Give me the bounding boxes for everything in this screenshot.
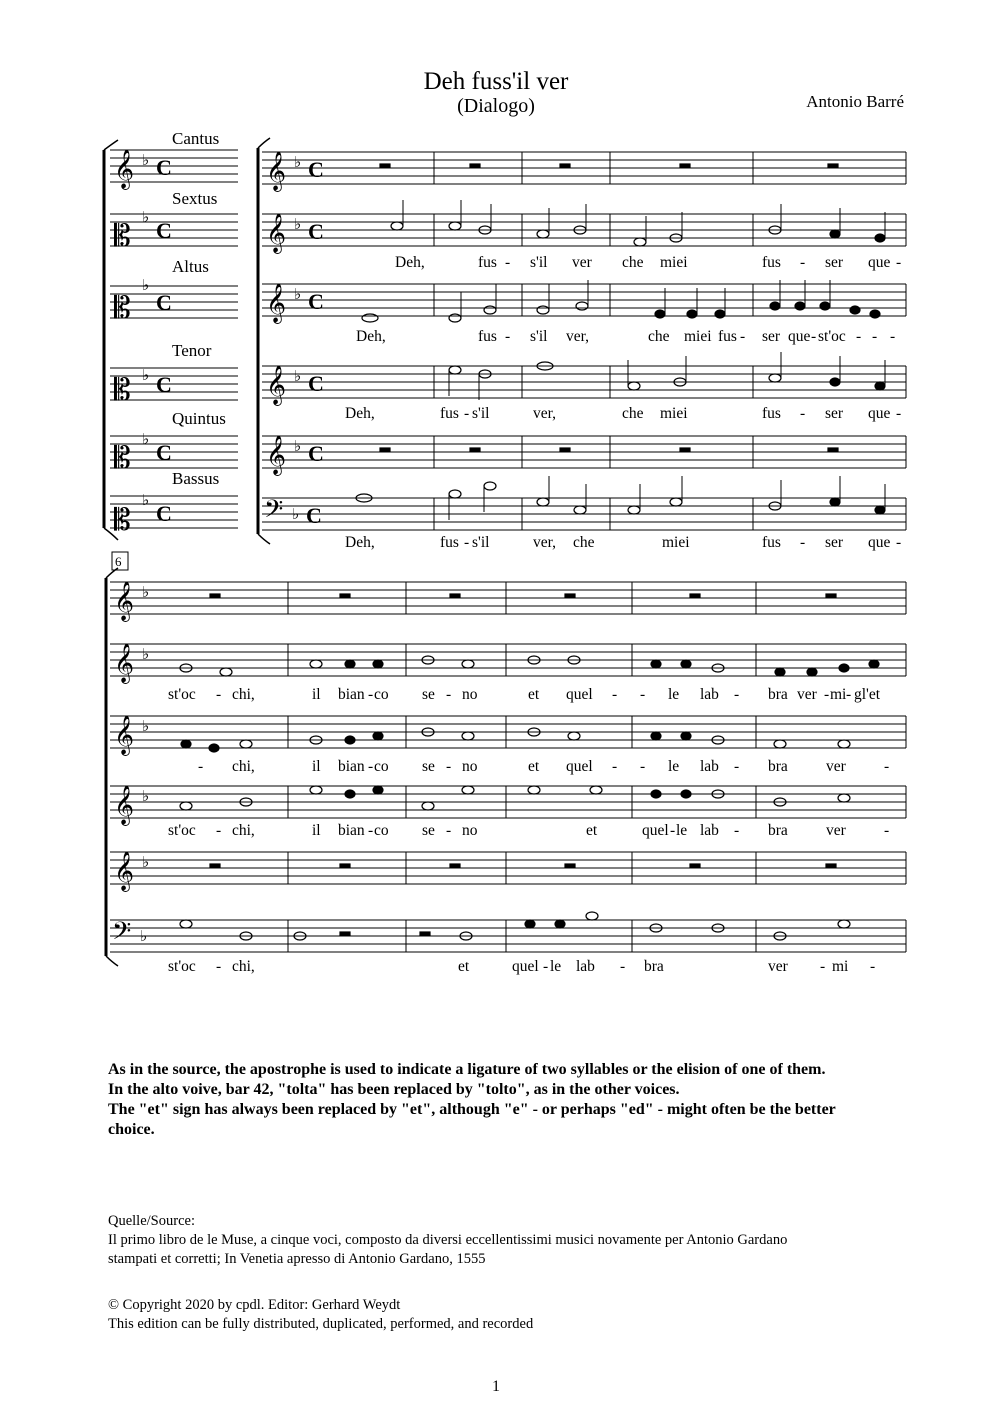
voice-name-cantus: Cantus: [172, 129, 220, 148]
lyric: no: [462, 758, 478, 775]
lyric: se: [422, 686, 435, 703]
lyric: fus: [762, 254, 781, 271]
lyric: et: [528, 686, 540, 703]
lyric: s'il: [530, 328, 548, 345]
lyric: et: [458, 958, 470, 975]
piece-subtitle: (Dialogo): [457, 95, 535, 117]
svg-text:C: C: [156, 290, 172, 315]
lyric: fus: [762, 534, 781, 551]
lyric: -: [896, 534, 902, 551]
svg-text:♭: ♭: [292, 505, 300, 523]
source-line: Il primo libro de le Muse, a cinque voci, composto da diversi eccellentissimi musici novamente per Antonio Gardano: [108, 1232, 788, 1248]
treble-clef-icon: 𝄞: [266, 365, 287, 405]
lyric: que: [788, 328, 811, 345]
lyric: -: [640, 758, 646, 775]
note-stems: [403, 200, 885, 520]
lyric: chi,: [232, 686, 255, 703]
c-clef-icon: 𝄡: [114, 291, 131, 326]
lyric: mi: [830, 686, 847, 703]
svg-text:♭: ♭: [142, 430, 150, 448]
lyric: il: [312, 758, 321, 775]
svg-text:C: C: [308, 219, 324, 244]
lyric: fus: [440, 405, 459, 422]
lyric: bra: [768, 686, 788, 703]
voice-name-tenor: Tenor: [172, 341, 212, 360]
lyric: -: [896, 405, 902, 422]
lyric: co: [374, 822, 389, 839]
lyric: -: [446, 822, 452, 839]
note-line: choice.: [108, 1121, 155, 1138]
lyric: -: [870, 958, 876, 975]
lyric: miei: [684, 328, 712, 345]
lyric: que: [868, 254, 891, 271]
lyric: lab: [700, 686, 719, 703]
lyric: lab: [700, 822, 719, 839]
lyric: bian: [338, 822, 365, 839]
lyric: lab: [576, 958, 595, 975]
lyric: -: [620, 958, 626, 975]
lyric: st'oc: [168, 686, 196, 703]
lyric: -: [505, 328, 511, 345]
treble-clef-icon: 𝄞: [114, 785, 135, 825]
svg-text:♭: ♭: [142, 787, 150, 805]
svg-text:♭: ♭: [294, 215, 302, 233]
lyric: co: [374, 686, 389, 703]
lyric: miei: [660, 405, 688, 422]
lyric: -: [884, 822, 890, 839]
svg-text:♭: ♭: [142, 853, 150, 871]
svg-text:C: C: [156, 372, 172, 397]
lyric: -: [734, 686, 740, 703]
svg-text:♭: ♭: [142, 208, 150, 226]
lyric: ser: [825, 405, 844, 422]
treble-clef-icon: 𝄞: [114, 581, 135, 621]
lyric: ser: [825, 254, 844, 271]
svg-text:♭: ♭: [294, 285, 302, 303]
treble-clef-icon: 𝄞: [266, 213, 287, 253]
lyric: ver,: [533, 534, 557, 551]
svg-text:C: C: [156, 155, 172, 180]
lyric: fus: [478, 254, 497, 271]
c-clef-icon: 𝄡: [114, 219, 131, 254]
piece-title: Deh fuss'il ver: [423, 68, 569, 95]
lyric: -: [640, 686, 646, 703]
lyric: le: [550, 958, 562, 975]
note-line: The "et" sign has always been replaced by "et", although "e" - or perhaps "ed" - might often be the better: [108, 1101, 836, 1118]
lyric: le: [676, 822, 688, 839]
lyric: se: [422, 822, 435, 839]
treble-clef-icon: 𝄞: [266, 435, 287, 475]
lyric: -: [734, 822, 740, 839]
svg-text:♭: ♭: [142, 583, 150, 601]
lyric: -: [446, 686, 452, 703]
composer-name: Antonio Barré: [806, 92, 904, 111]
svg-text:C: C: [306, 503, 322, 528]
svg-text:♭: ♭: [142, 491, 150, 509]
lyric: -: [872, 328, 878, 345]
lyric: Deh,: [395, 254, 425, 271]
lyric: -: [464, 534, 470, 551]
bass-clef-icon: 𝄢: [112, 917, 132, 952]
note-line: As in the source, the apostrophe is used to indicate a ligature of two syllables or the elision of one of them.: [108, 1061, 826, 1078]
lyric: fus: [718, 328, 737, 345]
lyric: fus: [440, 534, 459, 551]
svg-text:C: C: [156, 440, 172, 465]
svg-text:C: C: [308, 157, 324, 182]
note-line: In the alto voive, bar 42, "tolta" has been replaced by "tolto", as in the other voices.: [108, 1081, 680, 1098]
lyric: -: [216, 958, 222, 975]
lyric: ver: [572, 254, 592, 271]
svg-text:C: C: [156, 218, 172, 243]
lyric: ver: [797, 686, 817, 703]
treble-clef-icon: 𝄞: [266, 283, 287, 323]
lyric: -: [890, 328, 896, 345]
svg-text:♭: ♭: [294, 437, 302, 455]
lyric: -: [446, 758, 452, 775]
lyric: ser: [825, 534, 844, 551]
lyric: il: [312, 686, 321, 703]
lyric: -: [884, 758, 890, 775]
treble-clef-icon: 𝄞: [266, 151, 287, 191]
lyric: lab: [700, 758, 719, 775]
lyric: quel: [512, 958, 539, 975]
measure-number: 6: [115, 554, 122, 569]
svg-text:♭: ♭: [142, 276, 150, 294]
lyric: ver: [768, 958, 788, 975]
lyric: -: [824, 686, 830, 703]
svg-text:C: C: [308, 289, 324, 314]
lyric: s'il: [530, 254, 548, 271]
license-line: This edition can be fully distributed, duplicated, performed, and recorded: [108, 1316, 534, 1332]
svg-text:♭: ♭: [142, 717, 150, 735]
lyric: s'il: [472, 405, 490, 422]
treble-clef-icon: 𝄞: [114, 715, 135, 755]
treble-clef-icon: 𝄞: [114, 149, 135, 189]
lyric: bra: [768, 758, 788, 775]
lyric: che: [648, 328, 670, 345]
lyric: miei: [662, 534, 690, 551]
svg-text:♭: ♭: [140, 927, 148, 945]
lyric: -: [800, 534, 806, 551]
svg-text:♭: ♭: [142, 645, 150, 663]
lyric: chi,: [232, 758, 255, 775]
lyric: -: [896, 254, 902, 271]
lyric: gl'et: [854, 686, 881, 703]
lyric: ver,: [533, 405, 557, 422]
lyric: Deh,: [356, 328, 386, 345]
lyric: que: [868, 534, 891, 551]
lyric: -: [198, 758, 204, 775]
c-clef-icon: 𝄡: [114, 441, 131, 476]
lyric: st'oc: [818, 328, 846, 345]
lyric: -: [505, 254, 511, 271]
lyric: miei: [660, 254, 688, 271]
lyric: mi: [832, 958, 849, 975]
lyric: -: [800, 405, 806, 422]
lyric: bra: [644, 958, 664, 975]
copyright-block: [108, 1296, 908, 1334]
svg-text:C: C: [308, 441, 324, 466]
lyric: Deh,: [345, 534, 375, 551]
lyric: -: [543, 958, 549, 975]
lyric: st'oc: [168, 822, 196, 839]
editorial-notes: [108, 1060, 908, 1140]
lyric: et: [528, 758, 540, 775]
lyric: fus: [478, 328, 497, 345]
lyric: no: [462, 686, 478, 703]
lyric: quel: [566, 686, 593, 703]
treble-clef-icon: 𝄞: [114, 643, 135, 683]
lyric: -: [670, 822, 676, 839]
lyric: le: [668, 686, 680, 703]
page-number: 1: [492, 1378, 500, 1395]
copyright-line: © Copyright 2020 by cpdl. Editor: Gerhard Weydt: [108, 1297, 401, 1313]
lyric: che: [622, 405, 644, 422]
lyric: quel: [642, 822, 669, 839]
lyric: fus: [762, 405, 781, 422]
c-clef-icon: 𝄡: [114, 503, 131, 538]
c-clef-icon: 𝄡: [114, 373, 131, 408]
voice-name-bassus: Bassus: [172, 469, 220, 488]
source-heading: Quelle/Source:: [108, 1213, 195, 1229]
bass-clef-icon: 𝄢: [264, 495, 284, 530]
lyric: ver: [826, 822, 846, 839]
lyric: -: [368, 822, 374, 839]
lyric: chi,: [232, 958, 255, 975]
lyric: le: [668, 758, 680, 775]
lyric: -: [464, 405, 470, 422]
svg-text:C: C: [156, 501, 172, 526]
voice-name-quintus: Quintus: [172, 409, 226, 428]
svg-text:♭: ♭: [294, 153, 302, 171]
lyric: -: [740, 328, 746, 345]
lyric: bra: [768, 822, 788, 839]
voice-name-altus: Altus: [172, 257, 209, 276]
lyric: st'oc: [168, 958, 196, 975]
lyric: il: [312, 822, 321, 839]
lyric: -: [612, 686, 618, 703]
treble-clef-icon: 𝄞: [114, 851, 135, 891]
svg-text:♭: ♭: [294, 367, 302, 385]
lyric: -: [846, 686, 852, 703]
lyric: -: [216, 822, 222, 839]
lyric: Deh,: [345, 405, 375, 422]
lyric: -: [216, 686, 222, 703]
lyric: que: [868, 405, 891, 422]
lyric: bian: [338, 686, 365, 703]
lyric: -: [820, 958, 826, 975]
lyric: -: [368, 686, 374, 703]
lyric: -: [612, 758, 618, 775]
lyric: co: [374, 758, 389, 775]
lyric: ver: [826, 758, 846, 775]
source-block: [108, 1212, 908, 1269]
lyric: -: [811, 328, 817, 345]
lyric: s'il: [472, 534, 490, 551]
lyric: quel: [566, 758, 593, 775]
source-line: stampati et corretti; In Venetia apresso di Antonio Gardano, 1555: [108, 1251, 486, 1267]
lyric: no: [462, 822, 478, 839]
lyric: che: [622, 254, 644, 271]
lyric: bian: [338, 758, 365, 775]
lyric: -: [856, 328, 862, 345]
lyric: ver,: [566, 328, 590, 345]
lyric: che: [573, 534, 595, 551]
svg-text:C: C: [308, 371, 324, 396]
lyric: ser: [762, 328, 781, 345]
svg-text:♭: ♭: [142, 151, 150, 169]
lyric: -: [368, 758, 374, 775]
lyric: -: [800, 254, 806, 271]
svg-text:♭: ♭: [142, 366, 150, 384]
lyric: et: [586, 822, 598, 839]
lyric: chi,: [232, 822, 255, 839]
voice-name-sextus: Sextus: [172, 189, 218, 208]
lyric: -: [734, 758, 740, 775]
lyric: se: [422, 758, 435, 775]
